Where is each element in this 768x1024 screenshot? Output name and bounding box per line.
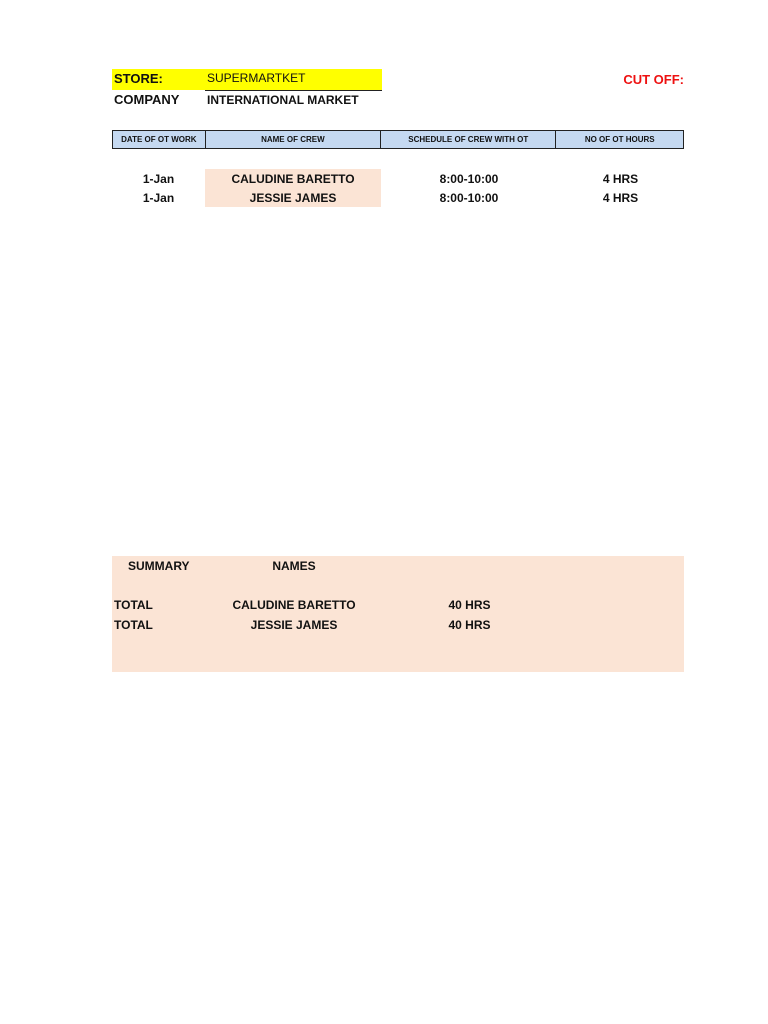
company-value[interactable]: INTERNATIONAL MARKET — [207, 93, 359, 107]
table-row — [112, 169, 684, 188]
column-header-schedule: SCHEDULE OF CREW WITH OT — [381, 131, 556, 148]
store-value[interactable]: SUPERMARTKET — [207, 71, 306, 85]
company-label: COMPANY — [114, 92, 180, 107]
cell-date[interactable]: 1-Jan — [142, 171, 175, 186]
table-row — [112, 188, 684, 207]
store-underline — [205, 90, 382, 91]
cell-date[interactable]: 1-Jan — [142, 190, 175, 205]
cell-schedule[interactable]: 8:00-10:00 — [439, 171, 499, 186]
summary-names-label: NAMES — [272, 559, 316, 573]
summary-total-label: TOTAL — [114, 598, 153, 612]
cell-name[interactable]: JESSIE JAMES — [205, 188, 381, 207]
summary-row — [112, 596, 684, 616]
store-label: STORE: — [114, 71, 163, 86]
summary-name[interactable]: CALUDINE BARETTO — [232, 598, 356, 612]
cell-hours[interactable]: 4 HRS — [602, 190, 639, 205]
summary-name[interactable]: JESSIE JAMES — [250, 618, 338, 632]
summary-hours[interactable]: 40 HRS — [448, 598, 491, 612]
cell-name[interactable]: CALUDINE BARETTO — [205, 169, 381, 188]
cell-schedule[interactable]: 8:00-10:00 — [439, 190, 499, 205]
cutoff-label: CUT OFF: — [623, 72, 684, 87]
summary-title: SUMMARY — [128, 559, 190, 573]
column-header-date: DATE OF OT WORK — [113, 131, 206, 148]
cell-hours[interactable]: 4 HRS — [602, 171, 639, 186]
ot-table-header — [112, 130, 684, 149]
summary-hours[interactable]: 40 HRS — [448, 618, 491, 632]
column-header-name: NAME OF CREW — [206, 131, 381, 148]
summary-total-label: TOTAL — [114, 618, 153, 632]
column-header-hours: NO OF OT HOURS — [584, 135, 655, 144]
summary-row — [112, 616, 684, 636]
